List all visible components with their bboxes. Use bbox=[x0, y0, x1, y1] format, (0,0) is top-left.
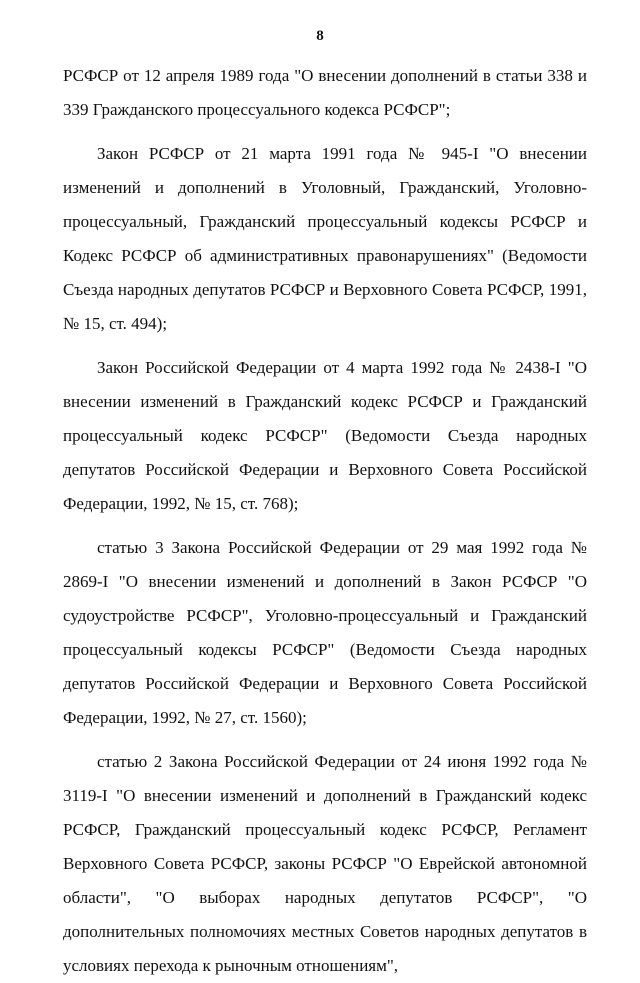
paragraph-continuation: РСФСР от 12 апреля 1989 года "О внесении дополнений в статьи 338 и 339 Гражданского процессуального кодекса РСФСР"; bbox=[63, 66, 587, 119]
document-body bbox=[63, 59, 587, 983]
paragraph-law-2869: статью 3 Закона Российской Федерации от 29 мая 1992 года № 2869-I "О внесении изменений и дополнений в Закон РСФСР "О судоустройстве РСФСР", Уголовно-процессуальный и Гражданский процессуальный кодексы РСФСР" (Ведомости Съезда народных депутатов Российской Федерации и Верховного Совета Российской Федерации, 1992, № 27, ст. 1560); bbox=[63, 538, 587, 727]
paragraph-law-945: Закон РСФСР от 21 марта 1991 года № 945-I "О внесении изменений и дополнений в Уголовный, Гражданский, Уголовно-процессуальный, Гражданский процессуальный кодексы РСФСР и Кодекс РСФСР об административных правонарушениях" (Ведомости Съезда народных депутатов РСФСР и Верховного Совета РСФСР, 1991, № 15, ст. 494); bbox=[63, 144, 587, 333]
paragraph-law-2438: Закон Российской Федерации от 4 марта 1992 года № 2438-I "О внесении изменений в Гражданский кодекс РСФСР и Гражданский процессуальный кодекс РСФСР" (Ведомости Съезда народных депутатов Российской Федерации и Верховного Совета Российской Федерации, 1992, № 15, ст. 768); bbox=[63, 358, 587, 513]
paragraph-law-3119: статью 2 Закона Российской Федерации от 24 июня 1992 года № 3119-I "О внесении изменений и дополнений в Гражданский кодекс РСФСР, Гражданский процессуальный кодекс РСФСР, Регламент Верховного Совета РСФСР, законы РСФСР "О Еврейской автономной области", "О выборах народных депутатов РСФСР", "О дополнительных полномочиях местных Советов народных депутатов в условиях перехода к рыночным отношениям", bbox=[63, 752, 587, 975]
page-number: 8 bbox=[316, 28, 324, 44]
